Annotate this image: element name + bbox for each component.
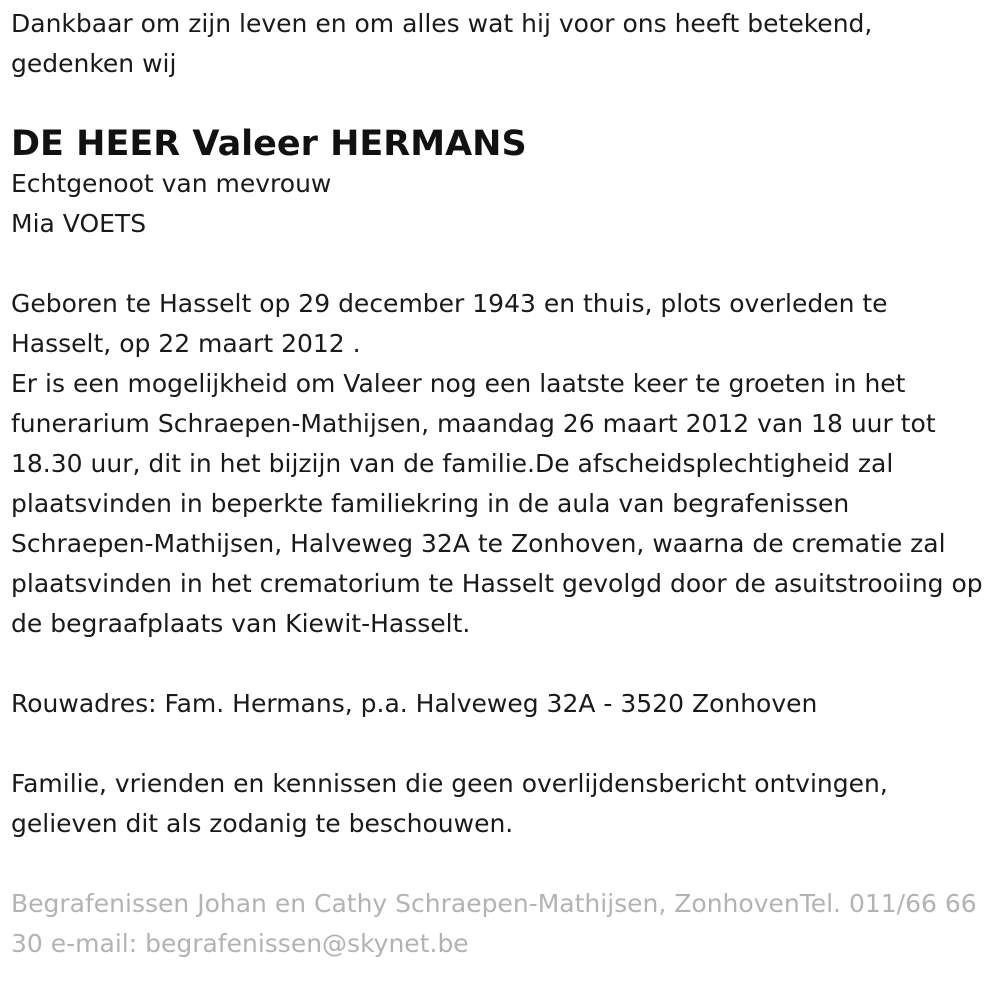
spouse-name: Mia VOETS — [11, 209, 147, 238]
birth-death-text: Geboren te Hasselt op 29 december 1943 en thuis, plots overleden te Hasselt, op 22 maart 2012 . — [11, 289, 888, 358]
obituary-notice — [11, 4, 991, 964]
mourning-address: Rouwadres: Fam. Hermans, p.a. Halveweg 32A - 3520 Zonhoven — [11, 689, 818, 718]
funeral-home-footer: Begrafenissen Johan en Cathy Schraepen-Mathijsen, ZonhovenTel. 011/66 66 30 e-mail: begrafenissen@skynet.be — [11, 889, 977, 958]
deceased-name: DE HEER Valeer HERMANS — [11, 124, 527, 164]
spouse-label: Echtgenoot van mevrouw — [11, 169, 332, 198]
intro-text: Dankbaar om zijn leven en om alles wat hij voor ons heeft betekend, gedenken wij — [11, 9, 873, 78]
ceremony-text: Er is een mogelijkheid om Valeer nog een laatste keer te groeten in het funerarium Schraepen-Mathijsen, maandag 26 maart 2012 van 18 uur tot 18.30 uur, dit in het bijzijn van de familie.De afscheidsplechtigheid zal plaatsvinden in beperkte familiekring in de aula van begrafenissen Schraepen-Mathijsen, Halveweg 32A te Zonhoven, waarna de crematie zal plaatsvinden in het crematorium te Hasselt gevolgd door de asuitstrooiing op de begraafplaats van Kiewit-Hasselt. — [11, 369, 983, 638]
family-notice: Familie, vrienden en kennissen die geen overlijdensbericht ontvingen, gelieven dit als zodanig te beschouwen. — [11, 769, 888, 838]
